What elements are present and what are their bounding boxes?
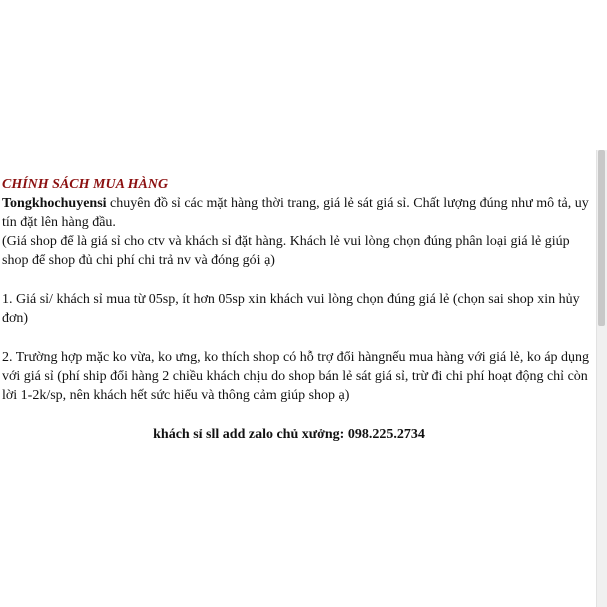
policy-document xyxy=(2,175,592,444)
intro-paragraph xyxy=(2,194,592,232)
scrollbar-thumb[interactable] xyxy=(598,150,605,326)
paragraph-spacer xyxy=(2,328,592,348)
policy-item-2: 2. Trường hợp mặc ko vừa, ko ưng, ko thích shop có hỗ trợ đổi hàngnếu mua hàng với giá lẻ, ko áp dụng với giá sỉ (phí ship đổi hàng 2 chiều khách chịu do shop bán lẻ sát giá sỉ, trừ đi chi phí hoạt động chỉ còn lời 1-2k/sp, nên khách hết sức hiểu và thông cảm giúp shop ạ) xyxy=(2,350,590,403)
paragraph-spacer xyxy=(2,270,592,290)
paragraph-spacer xyxy=(2,405,592,425)
contact-line: khách sỉ sll add zalo chủ xưởng: 098.225.2734 xyxy=(153,427,425,442)
policy-item-1: 1. Giá sỉ/ khách sỉ mua từ 05sp, ít hơn 05sp xin khách vui lòng chọn đúng giá lẻ (chọn sai shop xin hủy đơn) xyxy=(2,292,580,326)
pricing-note: (Giá shop để là giá sỉ cho ctv và khách sỉ đặt hàng. Khách lẻ vui lòng chọn đúng phân loại giá lẻ giúp shop để shop đủ chi phí chi trả nv và đóng gói ạ) xyxy=(2,234,570,268)
shop-brand-name: Tongkhochuyensi xyxy=(2,196,107,211)
intro-text: chuyên đồ sỉ các mặt hàng thời trang, giá lẻ sát giá sỉ. Chất lượng đúng như mô tả, uy tín đặt lên hàng đầu. xyxy=(2,196,589,230)
policy-title: CHÍNH SÁCH MUA HÀNG xyxy=(2,177,169,192)
